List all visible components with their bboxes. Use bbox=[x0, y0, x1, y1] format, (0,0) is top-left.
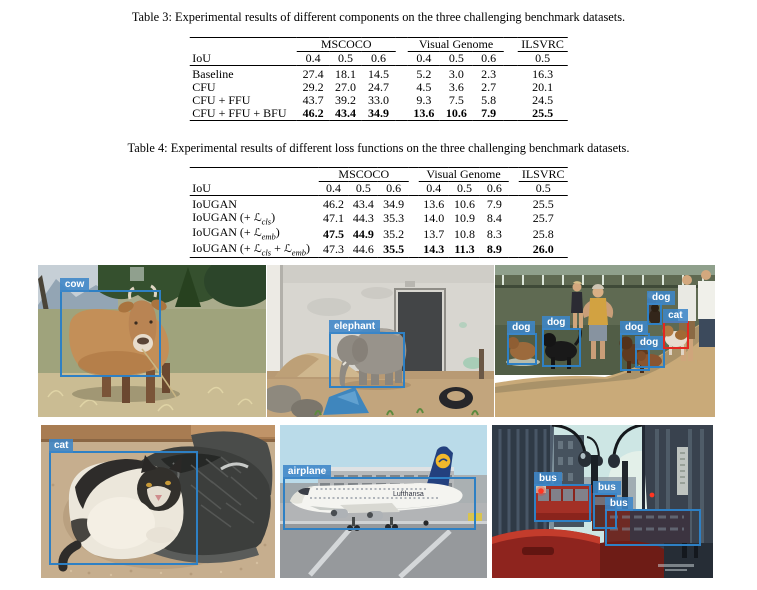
detection-label: cat bbox=[663, 309, 687, 323]
spacer-cell bbox=[395, 66, 408, 82]
value-cell: 8.9 bbox=[486, 242, 502, 257]
figure-elephant bbox=[267, 265, 494, 417]
value-cell: 2.7 bbox=[481, 80, 497, 95]
spacer-cell bbox=[409, 242, 419, 258]
elephant-detections bbox=[267, 265, 494, 417]
value-cell: 47.5 bbox=[323, 226, 345, 241]
spacer-cell bbox=[509, 182, 519, 196]
iou-threshold-cell: 0.4 bbox=[319, 182, 349, 196]
spacer-cell bbox=[395, 107, 408, 121]
spacer-cell bbox=[504, 38, 517, 52]
corner-cell bbox=[189, 168, 318, 182]
group-header-row bbox=[189, 38, 568, 52]
table-row bbox=[189, 242, 568, 258]
table4-caption: Table 4: Experimental results of different loss functions on the three challenging benchmark datasets. bbox=[127, 141, 630, 155]
spacer-cell bbox=[409, 182, 419, 196]
value-cell: 16.3 bbox=[532, 67, 554, 82]
table-row bbox=[189, 226, 568, 241]
value-cell: 14.3 bbox=[423, 242, 445, 257]
column-group-label: MSCOCO bbox=[297, 38, 395, 52]
airplane-livery-text: Lufthansa bbox=[393, 491, 424, 498]
spacer-cell bbox=[409, 168, 419, 182]
detection-label: dog bbox=[635, 336, 663, 350]
value-cell: 44.6 bbox=[352, 242, 374, 257]
value-cell: 10.6 bbox=[445, 106, 467, 121]
value-cell: 44.3 bbox=[352, 211, 374, 226]
detection-box-dog bbox=[647, 292, 671, 325]
detection-box-cow bbox=[60, 278, 161, 377]
spacer-cell bbox=[504, 66, 517, 82]
detection-label: bus bbox=[534, 472, 562, 486]
row-label: Baseline bbox=[192, 67, 234, 82]
spacer-cell bbox=[509, 242, 519, 258]
iou-threshold-cell: 0.4 bbox=[297, 52, 329, 66]
figure-cat-shoes bbox=[41, 425, 275, 578]
cow-detections bbox=[38, 265, 266, 417]
value-cell: 7.9 bbox=[481, 106, 497, 121]
column-group-label: Visual Genome bbox=[408, 38, 504, 52]
subheader-row bbox=[189, 52, 568, 66]
value-cell: 11.3 bbox=[454, 242, 475, 257]
row-label: IoUGAN (+ ℒ$_{emb}$) bbox=[192, 225, 280, 242]
value-cell: 13.7 bbox=[423, 226, 445, 241]
spacer-cell bbox=[504, 81, 517, 94]
detection-label: dog bbox=[647, 291, 675, 305]
figure-bus bbox=[492, 425, 713, 578]
column-group-label: ILSVRC bbox=[519, 168, 568, 182]
row-label: CFU bbox=[192, 80, 216, 95]
value-cell: 26.0 bbox=[532, 242, 554, 257]
bus-detections bbox=[492, 425, 713, 578]
value-cell: 18.1 bbox=[334, 67, 356, 82]
table4-loss-results bbox=[189, 167, 568, 258]
spacer-cell bbox=[504, 94, 517, 107]
row-label: IoUGAN (+ ℒ$_{cls}$ + ℒ$_{emb}$) bbox=[192, 240, 310, 258]
value-cell: 10.8 bbox=[454, 226, 475, 241]
value-cell: 43.4 bbox=[334, 106, 356, 121]
iou-threshold-cell: 0.5 bbox=[440, 52, 473, 66]
detection-box-bus bbox=[534, 473, 591, 522]
figure-dogs-beach bbox=[495, 265, 715, 417]
spacer-cell bbox=[509, 196, 519, 212]
group-header-row bbox=[189, 168, 568, 182]
value-cell: 46.2 bbox=[302, 106, 324, 121]
value-cell: 35.2 bbox=[383, 226, 405, 241]
value-cell: 47.1 bbox=[323, 211, 345, 226]
table-row bbox=[189, 196, 568, 212]
detection-box-airplane bbox=[283, 466, 476, 530]
figure-cow bbox=[38, 265, 266, 417]
value-cell: 25.5 bbox=[532, 106, 554, 121]
table-row bbox=[189, 211, 568, 226]
table-row bbox=[189, 107, 568, 121]
value-cell: 7.5 bbox=[448, 93, 464, 108]
value-cell: 3.0 bbox=[448, 67, 464, 82]
value-cell: 5.2 bbox=[416, 67, 432, 82]
value-cell: 27.0 bbox=[334, 80, 356, 95]
iou-threshold-cell: 0.6 bbox=[480, 182, 508, 196]
spacer-cell bbox=[395, 38, 408, 52]
iou-threshold-cell: 0.4 bbox=[419, 182, 449, 196]
spacer-cell bbox=[395, 81, 408, 94]
detection-label: dog bbox=[507, 321, 535, 335]
value-cell: 29.2 bbox=[302, 80, 324, 95]
value-cell: 9.3 bbox=[416, 93, 432, 108]
detection-label: cat bbox=[49, 439, 73, 453]
value-cell: 24.5 bbox=[532, 93, 554, 108]
corner-cell bbox=[189, 38, 297, 52]
spacer-cell bbox=[409, 196, 419, 212]
detection-box-dog bbox=[507, 321, 537, 365]
spacer-cell bbox=[509, 226, 519, 241]
value-cell: 8.4 bbox=[486, 211, 502, 226]
value-cell: 47.3 bbox=[323, 242, 345, 257]
value-cell: 24.7 bbox=[367, 80, 389, 95]
detection-label: bus bbox=[605, 497, 633, 511]
row-label: CFU + FFU + BFU bbox=[192, 106, 287, 121]
detection-label: elephant bbox=[329, 320, 380, 334]
value-cell: 25.5 bbox=[532, 197, 554, 212]
value-cell: 39.2 bbox=[334, 93, 356, 108]
row-label: IoUGAN bbox=[192, 197, 237, 212]
detection-box-cat bbox=[49, 440, 198, 565]
iou-threshold-cell: 0.6 bbox=[362, 52, 396, 66]
value-cell: 13.6 bbox=[423, 197, 445, 212]
row-label: IoUGAN (+ ℒ$_{cls}$) bbox=[192, 210, 276, 227]
iou-threshold-cell: 0.5 bbox=[517, 52, 567, 66]
detection-box-cat bbox=[663, 309, 689, 349]
detection-label: dog bbox=[542, 316, 570, 330]
iou-threshold-cell: 0.4 bbox=[408, 52, 440, 66]
subheader-row bbox=[189, 182, 568, 196]
table-row bbox=[189, 81, 568, 94]
value-cell: 13.6 bbox=[413, 106, 435, 121]
spacer-cell bbox=[504, 107, 517, 121]
detection-label: airplane bbox=[283, 465, 331, 479]
value-cell: 43.4 bbox=[352, 197, 374, 212]
table3-caption: Table 3: Experimental results of different components on the three challenging benchmark datasets. bbox=[131, 10, 626, 24]
figure-airplane bbox=[280, 425, 487, 578]
detection-box-bus bbox=[605, 497, 701, 546]
value-cell: 34.9 bbox=[367, 106, 389, 121]
value-cell: 25.8 bbox=[532, 226, 554, 241]
value-cell: 35.5 bbox=[383, 242, 405, 257]
column-group-label: Visual Genome bbox=[419, 168, 509, 182]
value-cell: 35.3 bbox=[383, 211, 405, 226]
value-cell: 25.7 bbox=[532, 211, 554, 226]
value-cell: 34.9 bbox=[383, 197, 405, 212]
iou-threshold-cell: 0.5 bbox=[348, 182, 378, 196]
value-cell: 43.7 bbox=[302, 93, 324, 108]
detection-label: cow bbox=[60, 278, 89, 292]
detection-label: bus bbox=[593, 481, 621, 495]
value-cell: 10.9 bbox=[454, 211, 475, 226]
value-cell: 2.3 bbox=[481, 67, 497, 82]
spacer-cell bbox=[409, 211, 419, 226]
value-cell: 8.3 bbox=[486, 226, 502, 241]
detection-box-elephant bbox=[329, 321, 405, 388]
table-row bbox=[189, 94, 568, 107]
iou-threshold-cell: 0.5 bbox=[449, 182, 480, 196]
column-group-label: ILSVRC bbox=[517, 38, 567, 52]
spacer-cell bbox=[395, 52, 408, 66]
value-cell: 14.0 bbox=[423, 211, 445, 226]
iou-header-cell: IoU bbox=[189, 52, 297, 66]
value-cell: 10.6 bbox=[454, 197, 475, 212]
spacer-cell bbox=[509, 211, 519, 226]
detection-label: dog bbox=[620, 321, 648, 335]
iou-threshold-cell: 0.6 bbox=[378, 182, 409, 196]
detection-box-dog bbox=[542, 316, 581, 367]
row-label: CFU + FFU bbox=[192, 93, 251, 108]
value-cell: 27.4 bbox=[302, 67, 324, 82]
iou-header-cell: IoU bbox=[189, 182, 318, 196]
value-cell: 3.6 bbox=[448, 80, 464, 95]
airplane-detections bbox=[280, 425, 487, 578]
spacer-cell bbox=[509, 168, 519, 182]
table-row bbox=[189, 66, 568, 82]
value-cell: 4.5 bbox=[416, 80, 432, 95]
value-cell: 33.0 bbox=[367, 93, 389, 108]
detection-box-dog bbox=[635, 336, 665, 368]
value-cell: 5.8 bbox=[481, 93, 497, 108]
iou-threshold-cell: 0.5 bbox=[329, 52, 361, 66]
value-cell: 46.2 bbox=[323, 197, 345, 212]
dogs-beach-detections bbox=[495, 265, 715, 417]
column-group-label: MSCOCO bbox=[319, 168, 409, 182]
table3-components-results bbox=[189, 37, 568, 121]
value-cell: 14.5 bbox=[367, 67, 389, 82]
iou-threshold-cell: 0.6 bbox=[473, 52, 504, 66]
spacer-cell bbox=[395, 94, 408, 107]
value-cell: 20.1 bbox=[532, 80, 554, 95]
spacer-cell bbox=[409, 226, 419, 241]
iou-threshold-cell: 0.5 bbox=[519, 182, 568, 196]
cat-shoes-detections bbox=[41, 425, 275, 578]
value-cell: 44.9 bbox=[352, 226, 374, 241]
spacer-cell bbox=[504, 52, 517, 66]
value-cell: 7.9 bbox=[486, 197, 502, 212]
